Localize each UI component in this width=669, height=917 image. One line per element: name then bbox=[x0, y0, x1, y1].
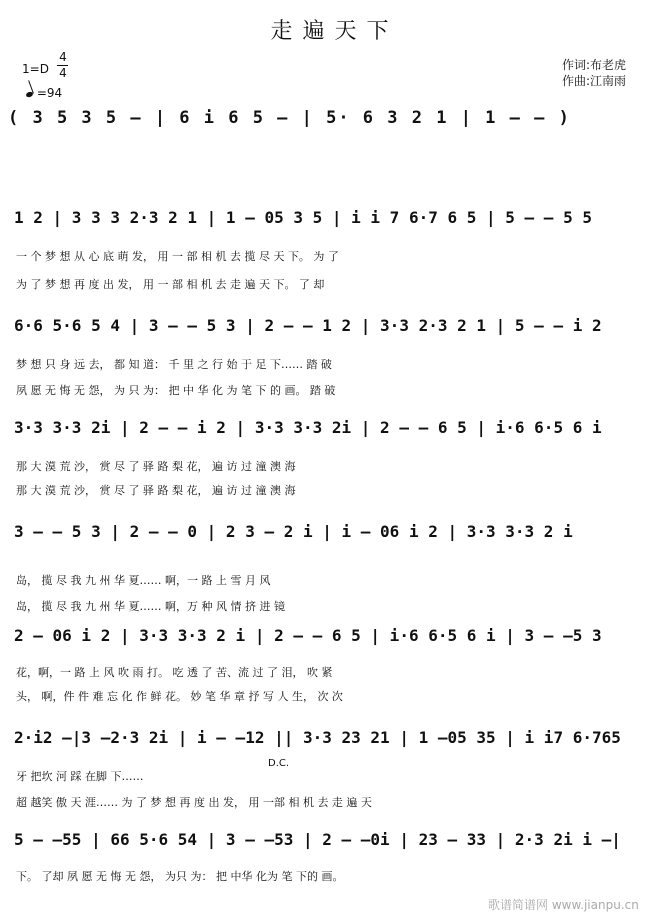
key-signature: 1=D bbox=[22, 62, 49, 76]
system-2-lyrics-verse2: 夙 愿 无 悔 无 怨， 为 只 为： 把 中 华 化 为 笔 下 的 画。 踏 破 bbox=[16, 384, 336, 397]
system-5-notes: 2 – 06 i 2 | 3·3 3·3 2 i | 2 – – 6 5 | i·6 6·5 6 i | 3 – –5 3 bbox=[14, 626, 602, 645]
song-title: 走遍天下 bbox=[270, 19, 399, 44]
system-5-lyrics-verse2: 头， 啊，件 件 难 忘 化 作 鲜 花。 妙 笔 华 章 抒 写 人 生， 次 次 bbox=[16, 690, 343, 703]
system-1-notes: 1 2 | 3 3 3 2·3 2 1 | 1 – 05 3 5 | i i 7 6·7 6 5 | 5 – – 5 5 bbox=[14, 208, 592, 227]
time-signature-top: 4 bbox=[59, 50, 67, 64]
lyricist-credit: 作词:布老虎 bbox=[562, 58, 627, 72]
quarter-note-icon bbox=[25, 91, 33, 98]
system-4-notes: 3 – – 5 3 | 2 – – 0 | 2 3 – 2 i | i – 06 i 2 | 3·3 3·3 2 i bbox=[14, 522, 573, 541]
intro-line: ( 3 5 3 5 – | 6 i 6 5 – | 5· 6 3 2 1 | 1 – – ) bbox=[8, 108, 571, 128]
system-7-lyrics-verse1: 下。 了却 夙 愿 无 悔 无 怨， 为只 为： 把 中华 化为 笔 下的 画。 bbox=[16, 870, 344, 883]
tempo-marking bbox=[26, 86, 62, 100]
system-1-lyrics-verse1: 一 个 梦 想 从 心 底 萌 发， 用 一 部 相 机 去 揽 尽 天 下。 为 了 bbox=[16, 250, 339, 263]
system-6-lyrics-verse1: 牙 把坎 河 踩 在脚 下…… bbox=[16, 770, 144, 783]
time-signature-bottom: 4 bbox=[59, 66, 67, 80]
system-4-lyrics-verse2: 岛， 揽 尽 我 九 州 华 夏…… 啊，万 种 风 情 挤 进 镜 bbox=[16, 600, 285, 613]
system-6-notes: 2·i2 –|3 –2·3 2i | i – –12 || 3·3 23 21 | 1 –05 35 | i i7 6·765 bbox=[14, 728, 621, 747]
system-3-lyrics-verse2: 那 大 漠 荒 沙， 赏 尽 了 驿 路 梨 花， 遍 访 过 潼 澳 海 bbox=[16, 484, 296, 497]
system-2-notes: 6·6 5·6 5 4 | 3 – – 5 3 | 2 – – 1 2 | 3·3 2·3 2 1 | 5 – – i 2 bbox=[14, 316, 602, 335]
tempo-value: =94 bbox=[36, 86, 63, 100]
dc-marker: D.C. bbox=[268, 758, 290, 769]
system-3-lyrics-verse1: 那 大 漠 荒 沙， 赏 尽 了 驿 路 梨 花， 遍 访 过 潼 澳 海 bbox=[16, 460, 296, 473]
system-1-lyrics-verse2: 为 了 梦 想 再 度 出 发， 用 一 部 相 机 去 走 遍 天 下。 了 却 bbox=[16, 278, 325, 291]
system-6-lyrics-verse2: 超 越笑 傲 天 涯…… 为 了 梦 想 再 度 出 发， 用 一部 相 机 去 走 遍 天 bbox=[16, 796, 372, 809]
site-watermark: 歌谱简谱网 www.jianpu.cn bbox=[488, 898, 639, 912]
system-5-lyrics-verse1: 花，啊，一 路 上 风 吹 雨 打。 吃 透 了 苦、流 过 了 泪， 吹 紧 bbox=[16, 666, 333, 679]
system-4-lyrics-verse1: 岛， 揽 尽 我 九 州 华 夏…… 啊，一 路 上 雪 月 风 bbox=[16, 574, 271, 587]
composer-credit: 作曲:江南雨 bbox=[562, 74, 627, 88]
system-2-lyrics-verse1: 梦 想 只 身 远 去， 都 知 道： 千 里 之 行 始 于 足 下…… 踏 破 bbox=[16, 358, 332, 371]
system-7-notes: 5 – –55 | 66 5·6 54 | 3 – –53 | 2 – –0i | 23 – 33 | 2·3 2i i –| bbox=[14, 830, 621, 849]
system-3-notes: 3·3 3·3 2i | 2 – – i 2 | 3·3 3·3 2i | 2 – – 6 5 | i·6 6·5 6 i bbox=[14, 418, 602, 437]
